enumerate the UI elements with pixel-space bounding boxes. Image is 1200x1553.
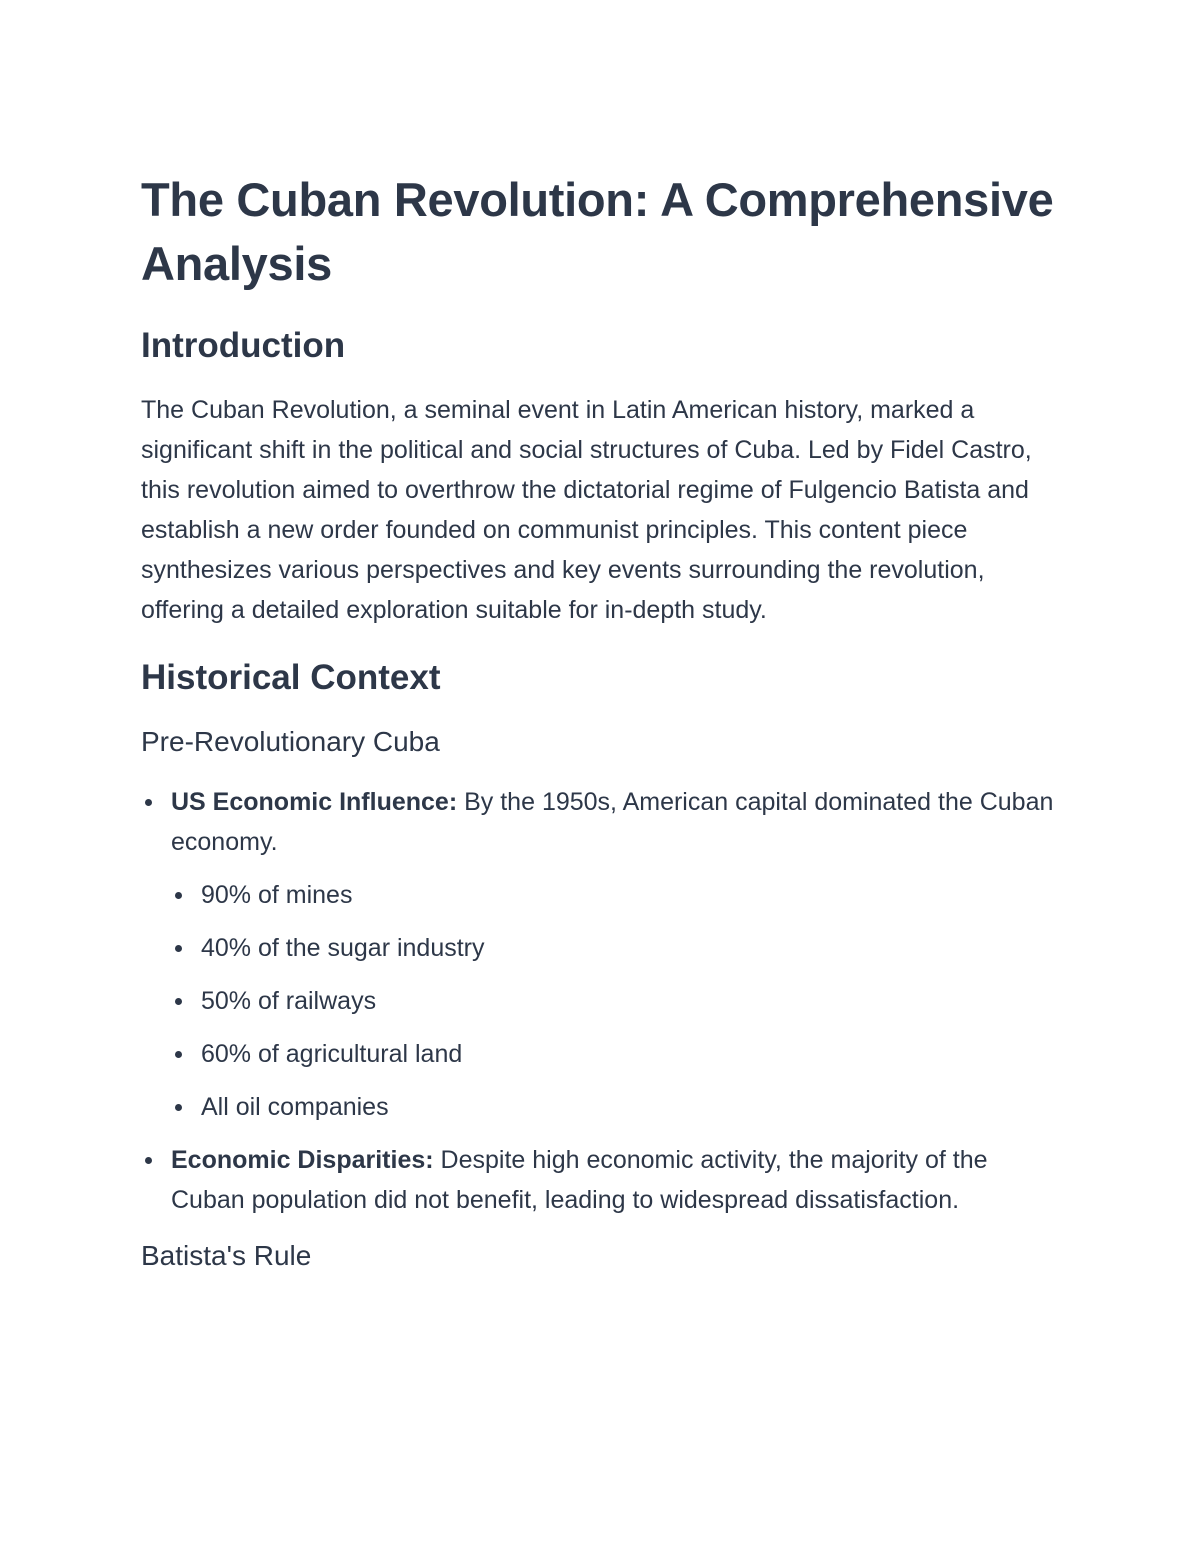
list-item-label: US Economic Influence: (171, 788, 458, 816)
document-page (141, 168, 1061, 1274)
list-item-text: Despite high economic activity, the majority of the Cuban population did not benefit, leading to widespread dissatisfaction. (171, 1146, 988, 1214)
sublist-item: All oil companies (171, 1087, 1061, 1127)
pre-revolutionary-heading: Pre-Revolutionary Cuba (141, 726, 440, 757)
list-item-label: Economic Disparities: (171, 1146, 434, 1174)
us-influence-sublist (171, 875, 1061, 1127)
sublist-item: 60% of agricultural land (171, 1034, 1061, 1074)
introduction-paragraph: The Cuban Revolution, a seminal event in Latin American history, marked a significant shift in the political and social structures of Cuba. Led by Fidel Castro, this revolution aimed to overthrow the dictatorial regime of Fulgencio Batista and establish a new order founded on communist principles. This content piece synthesizes various perspectives and key events surrounding the revolution, offering a detailed exploration suitable for in-depth study. (141, 396, 1032, 624)
list-item (141, 782, 1061, 1127)
introduction-heading: Introduction (141, 326, 346, 365)
list-item (141, 1140, 1061, 1220)
sublist-item: 50% of railways (171, 981, 1061, 1021)
sublist-item: 90% of mines (171, 875, 1061, 915)
pre-revolutionary-list (141, 782, 1061, 1220)
historical-context-heading: Historical Context (141, 658, 441, 697)
document-title: The Cuban Revolution: A Comprehensive Analysis (141, 173, 1054, 290)
sublist-item: 40% of the sugar industry (171, 928, 1061, 968)
batista-rule-heading: Batista's Rule (141, 1240, 312, 1271)
list-item-text: By the 1950s, American capital dominated the Cuban economy. (171, 788, 1054, 856)
